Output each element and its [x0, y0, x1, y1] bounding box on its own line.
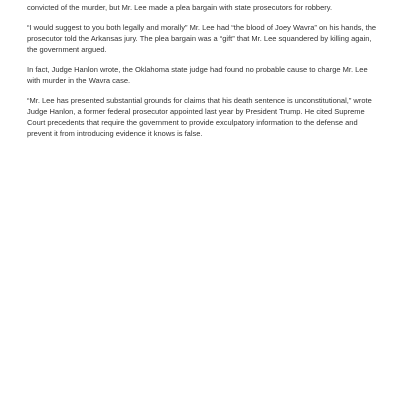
article-body [27, 2, 377, 148]
paragraph-prosecutor-quote: “I would suggest to you both legally and morally” Mr. Lee had “the blood of Joey Wavra” on his hands, the prosecutor told the Arkansas jury. The plea bargain was a “gift” that Mr. Lee squandered by killing again, the government argued. [27, 23, 377, 54]
paragraph-judge-hanlon-ruling: “Mr. Lee has presented substantial grounds for claims that his death sentence is unconstitutional,” wrote Judge Hanlon, a former federal prosecutor appointed last year by President Trump. He cited Supreme Court precedents that require the government to provide exculpatory information to the defense and prevent it from introducing evidence it knows is false. [27, 96, 372, 138]
paragraph-no-probable-cause: In fact, Judge Hanlon wrote, the Oklahoma state judge had found no probable cause to charge Mr. Lee with murder in the Wavra case. [27, 65, 368, 85]
paragraph-plea-bargain: convicted of the murder, but Mr. Lee made a plea bargain with state prosecutors for robbery. [27, 3, 333, 12]
